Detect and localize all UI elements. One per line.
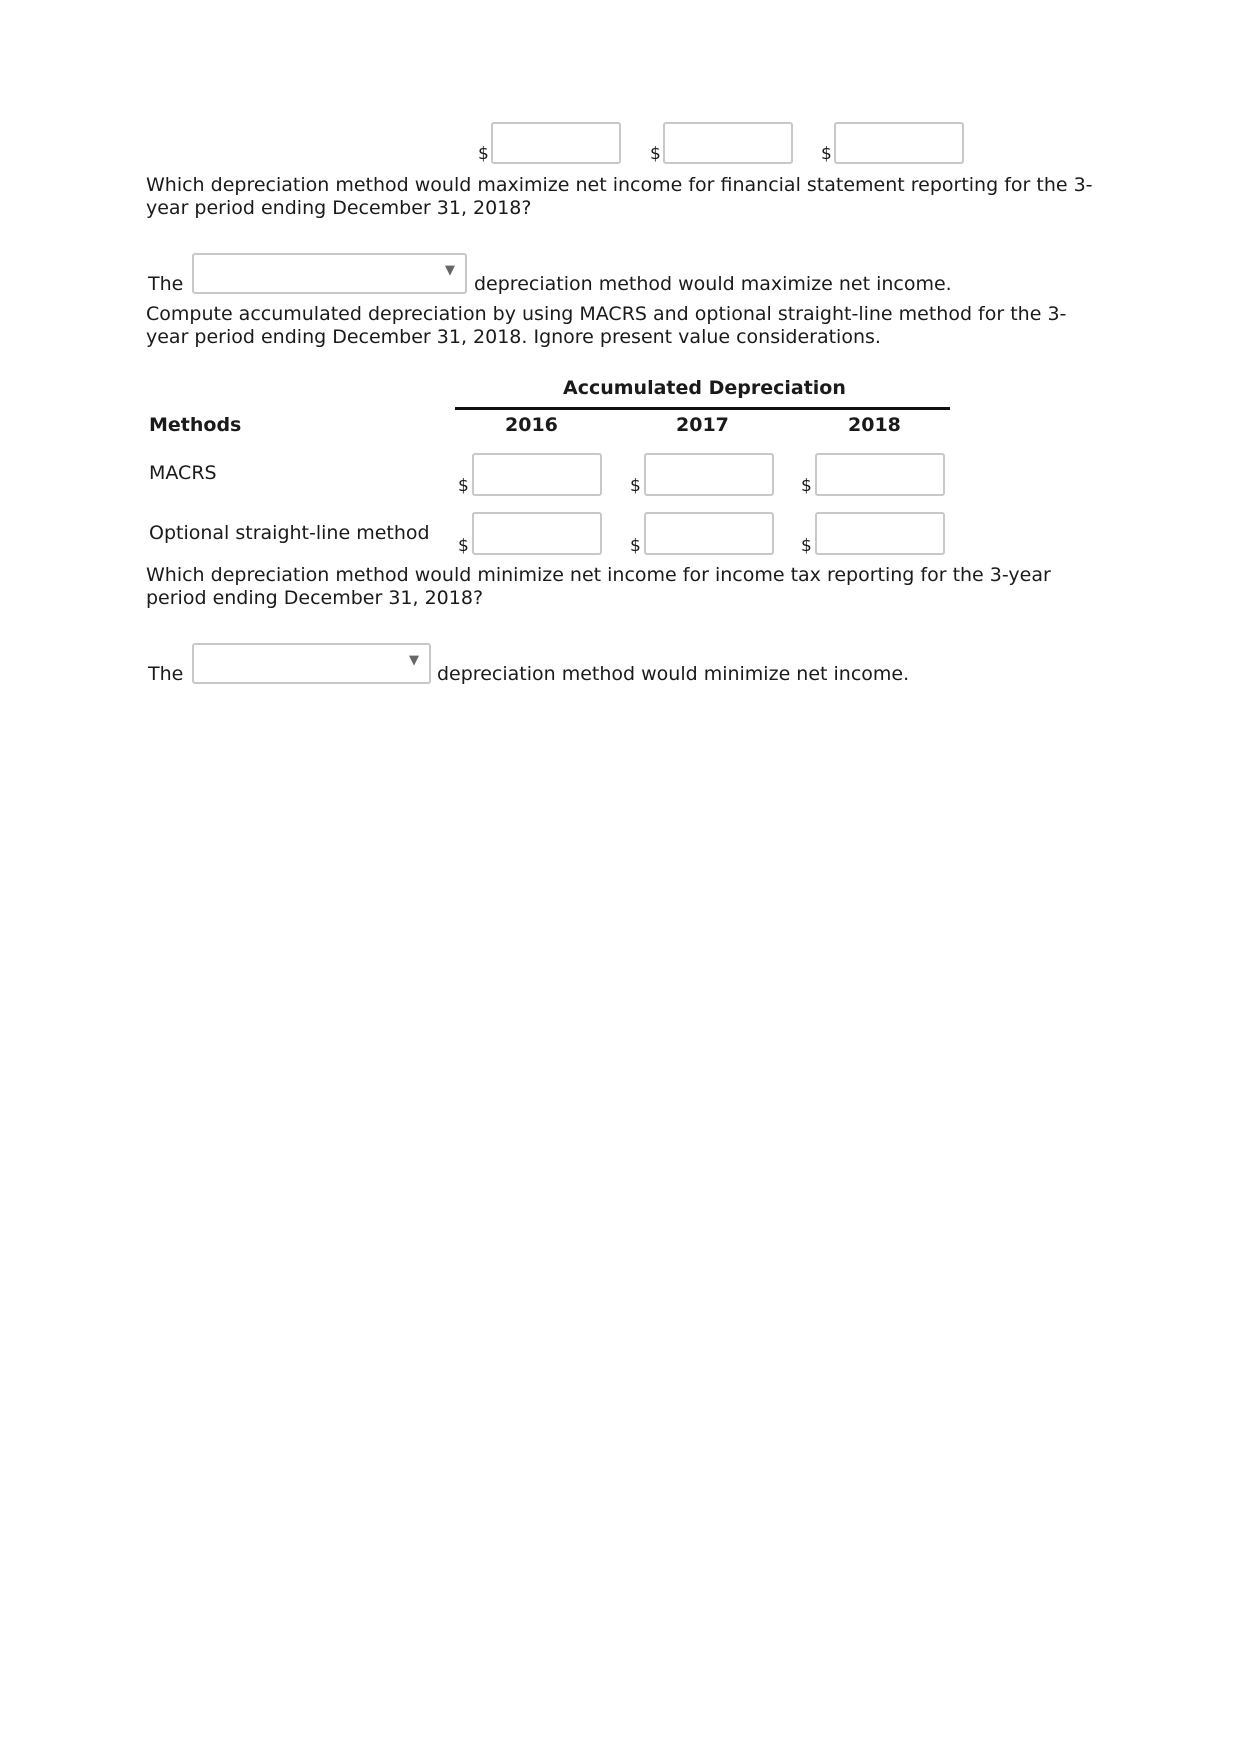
year-header-2017: 2017 bbox=[676, 414, 729, 436]
currency-symbol: $ bbox=[458, 476, 469, 496]
currency-symbol: $ bbox=[478, 144, 489, 164]
currency-symbol: $ bbox=[630, 476, 641, 496]
top-input-3[interactable] bbox=[834, 122, 964, 164]
answer-prefix: The bbox=[148, 663, 184, 685]
currency-symbol: $ bbox=[801, 476, 812, 496]
year-header-2016: 2016 bbox=[505, 414, 558, 436]
currency-symbol: $ bbox=[458, 536, 469, 556]
straight-line-2017-input[interactable] bbox=[644, 512, 774, 555]
currency-symbol: $ bbox=[650, 144, 661, 164]
question-minimize-text: Which depreciation method would minimize net income for income tax reporting for the 3-year period ending December 31, 2018? bbox=[146, 564, 1051, 609]
macrs-2018-input[interactable] bbox=[815, 453, 945, 496]
table-group-header: Accumulated Depreciation bbox=[563, 377, 846, 399]
chevron-down-icon: ▼ bbox=[409, 653, 419, 668]
top-input-2[interactable] bbox=[663, 122, 793, 164]
straight-line-2016-input[interactable] bbox=[472, 512, 602, 555]
straight-line-2018-input[interactable] bbox=[815, 512, 945, 555]
header-divider bbox=[455, 407, 950, 410]
currency-symbol: $ bbox=[630, 536, 641, 556]
chevron-down-icon: ▼ bbox=[445, 263, 455, 278]
year-header-2018: 2018 bbox=[848, 414, 901, 436]
macrs-2017-input[interactable] bbox=[644, 453, 774, 496]
row-label-macrs: MACRS bbox=[149, 462, 217, 484]
macrs-2016-input[interactable] bbox=[472, 453, 602, 496]
currency-symbol: $ bbox=[821, 144, 832, 164]
currency-symbol: $ bbox=[801, 536, 812, 556]
answer-suffix: depreciation method would maximize net income. bbox=[474, 273, 952, 295]
answer-prefix: The bbox=[148, 273, 184, 295]
maximize-method-dropdown[interactable] bbox=[192, 253, 467, 294]
instruction-text: Compute accumulated depreciation by using MACRS and optional straight-line method for the 3- year period ending December 31, 2018. Ignore present value considerations. bbox=[146, 303, 1067, 348]
minimize-method-dropdown[interactable] bbox=[192, 643, 431, 684]
question-maximize-text: Which depreciation method would maximize net income for financial statement reporting for the 3- year period ending December 31, 2018? bbox=[146, 174, 1093, 219]
answer-suffix: depreciation method would minimize net income. bbox=[437, 663, 910, 685]
row-label-straight-line: Optional straight-line method bbox=[149, 522, 430, 544]
methods-header: Methods bbox=[149, 414, 242, 436]
top-input-1[interactable] bbox=[491, 122, 621, 164]
